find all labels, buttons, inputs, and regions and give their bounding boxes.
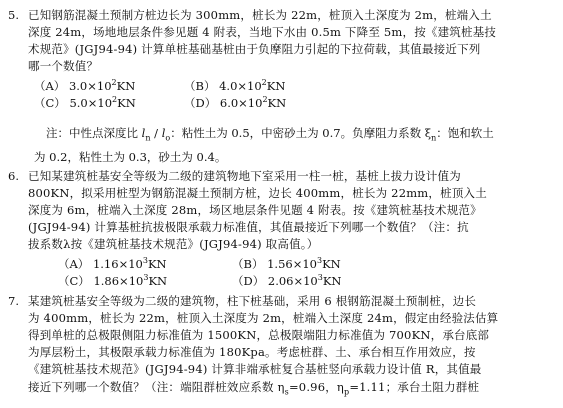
option-a: （A） $1.16\times 10^3KN$ (58, 256, 167, 271)
option-a: （A） $3.0\times 10^2KN$ (34, 78, 136, 93)
question-text-line: 为 400mm，桩长为 22m，桩顶入土深度为 2m，桩端入土深度 24m，假定由经验法估算 (28, 311, 499, 325)
question-text-line: 某建筑桩基安全等级为二级的建筑物，柱下桩基础，采用 6 根钢筋混凝土预制桩，边长 (28, 294, 477, 308)
question-text-line: 哪一个数值？ (28, 59, 99, 73)
question-text-line: 《建筑桩基技术规范》(JGJ94-94) 计算非端承桩复合基桩竖向承载力设计值 R，其值最 (28, 362, 482, 376)
question-text-line: (JGJ94-94) 计算基桩抗拔极限承载力标准值，其值最接近下列哪一个数值？（注：抗 (28, 220, 469, 234)
question-text-line: 深度为 6m，桩端入土深度 28m，场区地层条件见题 4 附表。按《建筑桩基技术规范》 (28, 203, 482, 217)
option-b: （B） $1.56\times 10^3KN$ (232, 256, 341, 271)
option-d: （D） $6.0\times 10^2KN$ (184, 95, 287, 110)
question-number: 6. (8, 169, 19, 183)
question-text-line: 已知某建筑桩基安全等级为二级的建筑物地下室采用一柱一桩，基桩上拔力设计值为 (28, 169, 461, 183)
note-line: 为 0.2，粘性土为 0.3，砂土为 0.4。 (34, 150, 227, 164)
question-text-line: 800KN，拟采用桩型为钢筋混凝土预制方桩，边长 400mm，桩长为 22mm，桩顶入土 (28, 186, 487, 200)
question-text-line: 接近下列哪一个数值？（注：端阻群桩效应系数 $\eta_s=0.96$，$\eta_p=1.11$；承台土阻力群桩 (28, 380, 480, 397)
option-c: （C） $5.0\times 10^2KN$ (34, 95, 136, 110)
option-c: （C） $1.86\times 10^3KN$ (58, 273, 168, 288)
question-text-line: 深度 24m，场地地层条件参见题 4 附表，当地下水由 0.5m 下降至 5m，按《建筑桩基技 (28, 25, 497, 39)
question-text-line: 已知钢筋混凝土预制方桩边长为 300mm，桩长为 22m，桩顶入土深度为 2m，桩端入土 (28, 8, 492, 22)
question-text-line: 得到单桩的总极限侧阻力标准值为 1500KN，总极限端阻力标准值为 700KN，承台底部 (28, 328, 490, 342)
question-text-line: 拔系数λ按《建筑桩基技术规范》(JGJ94-94) 取高值。） (28, 237, 319, 251)
question-text-line: 为厚层粉土，其极限承载力标准值为 180Kpa。考虑桩群、土、承台相互作用效应，按 (28, 345, 476, 359)
question-number: 5. (8, 8, 19, 22)
option-d: （D） $2.06\times 10^3KN$ (232, 273, 342, 288)
option-b: （B） $4.0\times 10^2KN$ (184, 78, 286, 93)
note-line: 注：中性点深度比 $l_n / l_o$：粘性土为 0.5，中密砂土为 0.7。负摩阻力系数 $\xi_n$：饱和软土 (46, 126, 494, 143)
question-number: 7. (8, 294, 19, 308)
question-text-line: 术规范》(JGJ94-94) 计算单桩基础基桩由于负摩阻力引起的下拉荷载，其值最接近下列 (28, 42, 481, 56)
